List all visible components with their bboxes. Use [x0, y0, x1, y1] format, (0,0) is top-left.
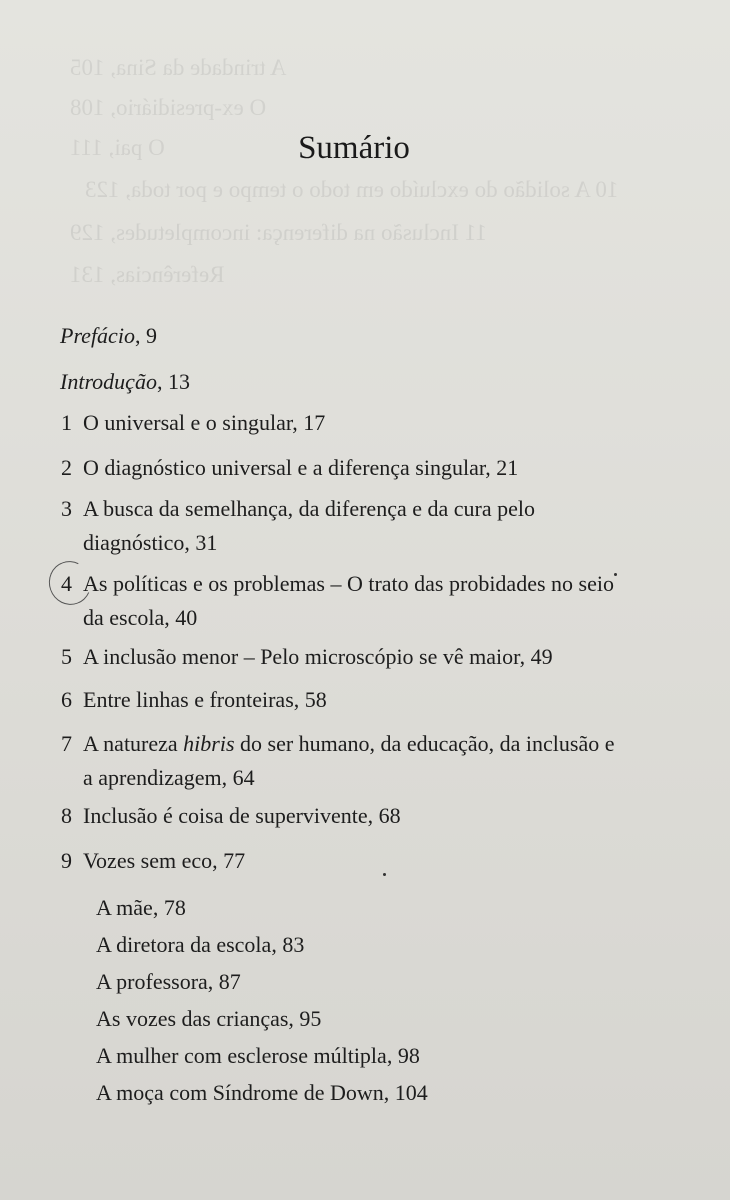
page-title: Sumário [298, 130, 410, 166]
pen-dot [383, 873, 386, 876]
ghost-line: O pai, 111 [70, 135, 165, 160]
chapter-number: 5 [61, 644, 72, 669]
ghost-line: 10 A solidão do excluído em todo o tempo e por toda, 123 [85, 177, 619, 202]
ghost-line: O ex-presidiário, 108 [70, 95, 267, 120]
entry-continuation: a aprendizagem, 64 [83, 765, 255, 790]
toc-entry-prefacio [60, 319, 157, 353]
entry-label: Prefácio [60, 323, 135, 348]
toc-subentry: A moça com Síndrome de Down, 104 [96, 1080, 428, 1105]
chapter-number: 7 [61, 731, 72, 756]
chapter-number: 6 [61, 687, 72, 712]
entry-text: O universal e o singular, 17 [83, 410, 326, 435]
chapter-number: 4 [61, 571, 72, 596]
toc-subentry: A professora, 87 [96, 969, 241, 994]
toc-entry-2 [61, 451, 519, 485]
pen-dot [614, 573, 617, 576]
toc-entry-1 [61, 406, 326, 440]
entry-text: A inclusão menor – Pelo microscópio se vê maior, 49 [83, 644, 553, 669]
entry-text: Inclusão é coisa de supervivente, 68 [83, 803, 401, 828]
ghost-line: 11 Inclusão na diferença: incompletudes, 129 [70, 220, 487, 245]
toc-subentry: A mulher com esclerose múltipla, 98 [96, 1043, 420, 1068]
entry-text-italic: hibris [183, 731, 235, 756]
toc-subentry: As vozes das crianças, 95 [96, 1006, 322, 1031]
entry-continuation: da escola, 40 [83, 605, 198, 630]
toc-subentry: A diretora da escola, 83 [96, 932, 305, 957]
chapter-number: 2 [61, 455, 72, 480]
toc-entry-7 [61, 727, 615, 795]
toc-entry-3 [61, 492, 535, 560]
entry-text: Entre linhas e fronteiras, 58 [83, 687, 327, 712]
entry-text: O diagnóstico universal e a diferença singular, 21 [83, 455, 519, 480]
entry-text-a: A natureza [83, 731, 184, 756]
ghost-line: A trindade da Sina, 105 [70, 55, 287, 80]
entry-text-b: do ser humano, da educação, da inclusão e [234, 731, 615, 756]
toc-entry-8 [61, 799, 401, 833]
toc-entry-4 [61, 567, 614, 635]
toc-entry-5 [61, 640, 553, 674]
chapter-number: 3 [61, 496, 72, 521]
entry-text: A busca da semelhança, da diferença e da cura pelo [83, 496, 535, 521]
toc-subentry: A mãe, 78 [96, 895, 186, 920]
entry-text: Vozes sem eco, 77 [83, 848, 246, 873]
entry-label: Introdução [60, 369, 157, 394]
toc-entry-introducao [60, 365, 190, 399]
chapter-number: 8 [61, 803, 72, 828]
ghost-line: Referências, 131 [70, 262, 225, 287]
entry-continuation: diagnóstico, 31 [83, 530, 218, 555]
chapter-number: 9 [61, 848, 72, 873]
entry-text: As políticas e os problemas – O trato das probidades no seio [83, 571, 614, 596]
toc-entry-9 [61, 844, 246, 878]
toc-entry-6 [61, 683, 327, 717]
entry-page: , 9 [134, 323, 157, 348]
chapter-number: 1 [61, 410, 72, 435]
entry-page: , 13 [156, 369, 190, 394]
